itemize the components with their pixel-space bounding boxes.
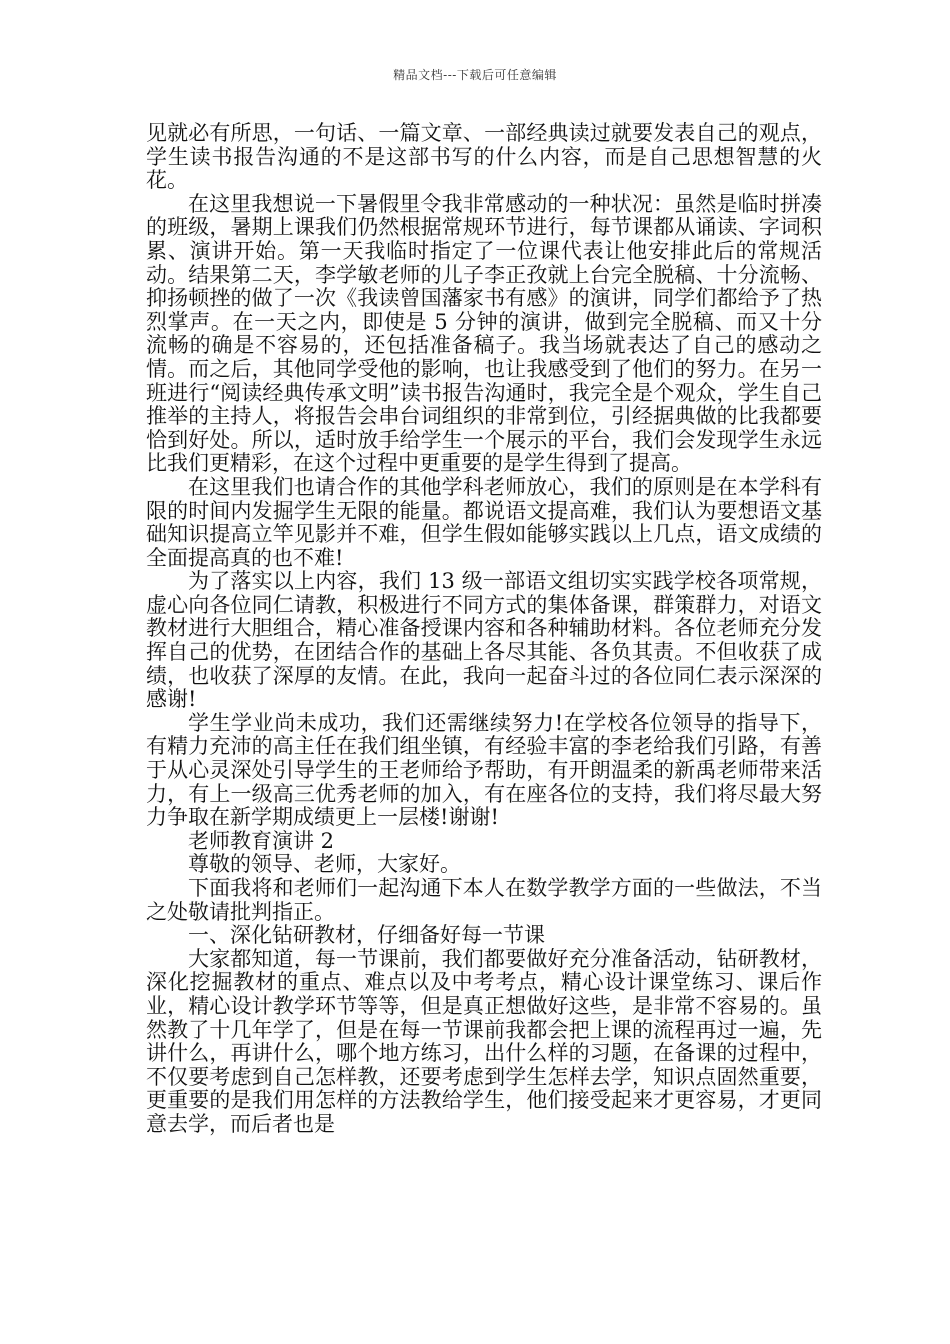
document-body <box>146 122 822 1137</box>
paragraph: 下面我将和老师们一起沟通下本人在数学教学方面的一些做法，不当之处敬请批判指正。 <box>146 876 822 924</box>
paragraph: 在这里我们也请合作的其他学科老师放心，我们的原则是在本学科有限的时间内发掘学生无限的能量。都说语文提高难，我们认为要想语文基础知识提高立竿见影并不难，但学生假如能够实践以上几点，语文成绩的全面提高真的也不难! <box>146 474 822 570</box>
paragraph: 学生学业尚未成功，我们还需继续努力!在学校各位领导的指导下，有精力充沛的高主任在我们组坐镇，有经验丰富的李老给我们引路，有善于从心灵深处引导学生的王老师给予帮助，有开朗温柔的新禹老师带来活力，有上一级高三优秀老师的加入，有在座各位的支持，我们将尽最大努力争取在新学期成绩更上一层楼!谢谢! <box>146 710 822 830</box>
page-header: 精品文档---下载后可任意编辑 <box>393 68 557 82</box>
paragraph: 尊敬的领导、老师，大家好。 <box>188 852 461 877</box>
paragraph: 一、深化钻研教材，仔细备好每一节课 <box>188 923 545 948</box>
paragraph: 在这里我想说一下暑假里令我非常感动的一种状况：虽然是临时拼凑的班级，暑期上课我们仍然根据常规环节进行，每节课都从诵读、字词积累、演讲开始。第一天我临时指定了一位课代表让他安排此后的常规活动。结果第二天，李学敏老师的儿子李正孜就上台完全脱稿、十分流畅、抑扬顿挫的做了一次《我读曾国藩家书有感》的演讲，同学们都给予了热烈掌声。在一天之内，即使是 5 分钟的演讲，做到完全脱稿、而又十分流畅的确是不容易的，还包括准备稿子。我当场就表达了自己的感动之情。而之后，其他同学受他的影响，也让我感受到了他们的努力。在另一班进行“阅读经典传承文明”读书报告沟通时，我完全是个观众，学生自己推举的主持人，将报告会串台词组织的非常到位，引经据典做的比我都要恰到好处。所以，适时放手给学生一个展示的平台，我们会发现学生永远比我们更精彩，在这个过程中更重要的是学生得到了提高。 <box>146 191 822 476</box>
paragraph: 老师教育演讲 2 <box>188 828 335 853</box>
paragraph: 见就必有所思，一句话、一篇文章、一部经典读过就要发表自己的观点，学生读书报告沟通的不是这部书写的什么内容，而是自己思想智慧的火花。 <box>146 121 822 193</box>
paragraph: 为了落实以上内容，我们 13 级一部语文组切实实践学校各项常规，虚心向各位同仁请教，积极进行不同方式的集体备课，群策群力，对语文教材进行大胆组合，精心准备授课内容和各种辅助材料。各位老师充分发挥自己的优势，在团结合作的基础上各尽其能、各负其责。不但收获了成绩，也收获了深厚的友情。在此，我向一起奋斗过的各位同仁表示深深的感谢! <box>146 569 822 712</box>
paragraph: 大家都知道，每一节课前，我们都要做好充分准备活动，钻研教材，深化挖掘教材的重点、难点以及中考考点，精心设计课堂练习、课后作业，精心设计教学环节等等，但是真正想做好这些，是非常不容易的。虽然教了十几年学了，但是在每一节课前我都会把上课的流程再过一遍，先讲什么，再讲什么，哪个地方练习，出什么样的习题，在备课的过程中，不仅要考虑到自己怎样教，还要考虑到学生怎样去学，知识点固然重要，更重要的是我们用怎样的方法教给学生，他们接受起来才更容易，才更同意去学，而后者也是 <box>146 946 822 1136</box>
